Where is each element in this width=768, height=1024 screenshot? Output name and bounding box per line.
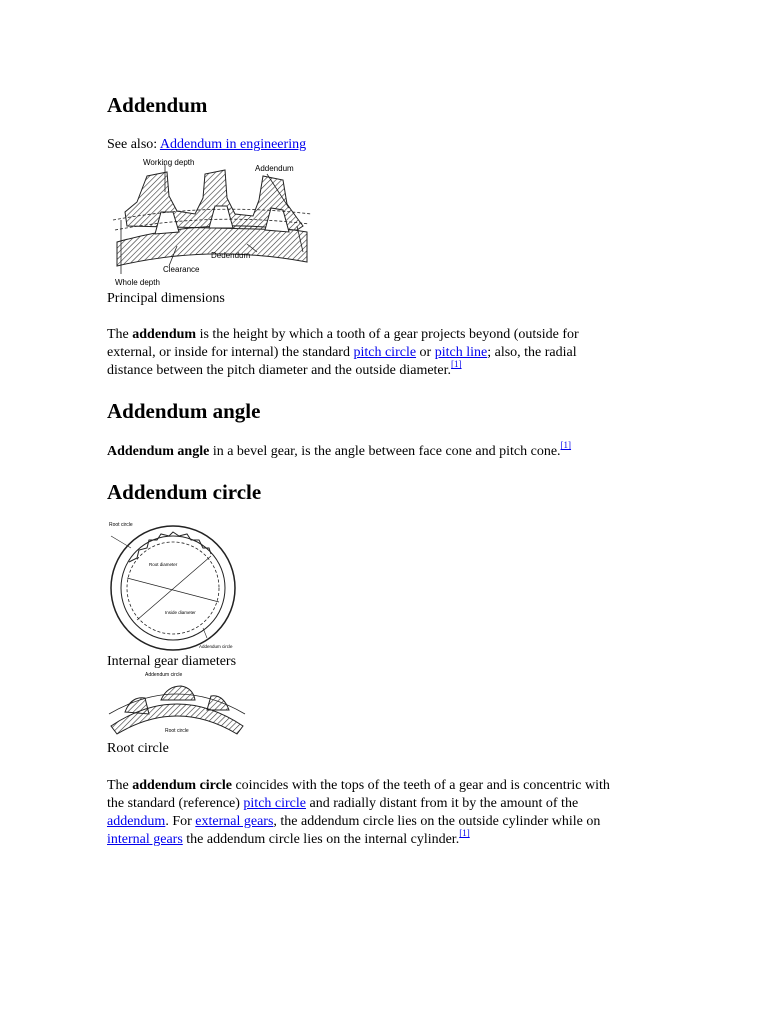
term-addendum-circle: addendum circle (132, 778, 232, 793)
principal-dimensions-figure (107, 156, 313, 295)
reference-link-3[interactable]: [1] (459, 828, 470, 839)
pitch-circle-link-2[interactable]: pitch circle (243, 796, 306, 811)
principal-dimensions-diagram (107, 156, 313, 290)
label-whole-depth: Whole depth (115, 278, 160, 287)
label-working-depth: Working depth (143, 158, 195, 167)
label-root-diameter: Root diameter (149, 562, 178, 567)
term-addendum-angle: Addendum angle (107, 444, 210, 459)
label-addendum: Addendum (255, 164, 294, 173)
addendum-link[interactable]: addendum (107, 814, 166, 829)
text: the addendum circle lies on the internal cylinder. (182, 832, 460, 847)
root-circle-figure (107, 670, 247, 745)
caption-root-circle: Root circle (107, 741, 169, 756)
see-also-prefix: See also: (107, 137, 160, 152)
addendum-angle-paragraph (107, 440, 572, 461)
internal-gear-diagram (107, 518, 239, 654)
label-root-circle-2: Root circle (165, 728, 189, 734)
label-clearance: Clearance (163, 265, 200, 274)
reference-link-1[interactable]: [1] (451, 359, 462, 370)
text: , the addendum circle lies on the outside cylinder while on (273, 814, 601, 829)
pitch-line-link[interactable]: pitch line (434, 345, 488, 360)
pitch-circle-link[interactable]: pitch circle (353, 345, 417, 360)
label-addendum-circle: Addendum circle (199, 644, 233, 649)
external-gears-link[interactable]: external gears (195, 814, 274, 829)
text: in a bevel gear, is the angle between face cone and pitch cone. (209, 444, 561, 459)
reference-link-2[interactable]: [1] (560, 440, 572, 451)
text: distance between the pitch diameter and the outside diameter. (107, 363, 452, 378)
text: the standard (reference) (107, 796, 244, 811)
text: ; also, the radial (487, 345, 577, 360)
addendum-in-engineering-link[interactable]: Addendum in engineering (159, 137, 307, 152)
addendum-paragraph (107, 326, 667, 380)
root-circle-diagram (107, 670, 247, 740)
text: and radially distant from it by the amount of the (306, 796, 579, 811)
label-dedendum: Dedendum (211, 251, 251, 260)
text: is the height by which a tooth of a gear projects beyond (outside for (196, 327, 579, 342)
text: external, or inside for internal) the standard (107, 345, 354, 360)
caption-principal-dimensions: Principal dimensions (107, 291, 225, 306)
heading-addendum: Addendum (107, 93, 208, 117)
text: coincides with the tops of the teeth of a gear and is concentric with (231, 778, 610, 793)
addendum-circle-paragraph (107, 777, 667, 849)
text: The (107, 778, 133, 793)
see-also-line (107, 136, 306, 154)
label-addendum-circle-2: Addendum circle (145, 672, 183, 678)
internal-gears-link[interactable]: internal gears (107, 832, 183, 847)
text: . For (165, 814, 196, 829)
heading-addendum-angle: Addendum angle (107, 399, 261, 423)
text: The (107, 327, 133, 342)
term-addendum: addendum (132, 327, 197, 342)
text: or (416, 345, 435, 360)
label-inside-diameter: Inside diameter (165, 610, 196, 615)
internal-gear-figure (107, 518, 239, 659)
label-root-circle: Root circle (109, 522, 133, 528)
caption-internal-gear-diameters: Internal gear diameters (107, 654, 237, 669)
heading-addendum-circle: Addendum circle (107, 480, 262, 504)
